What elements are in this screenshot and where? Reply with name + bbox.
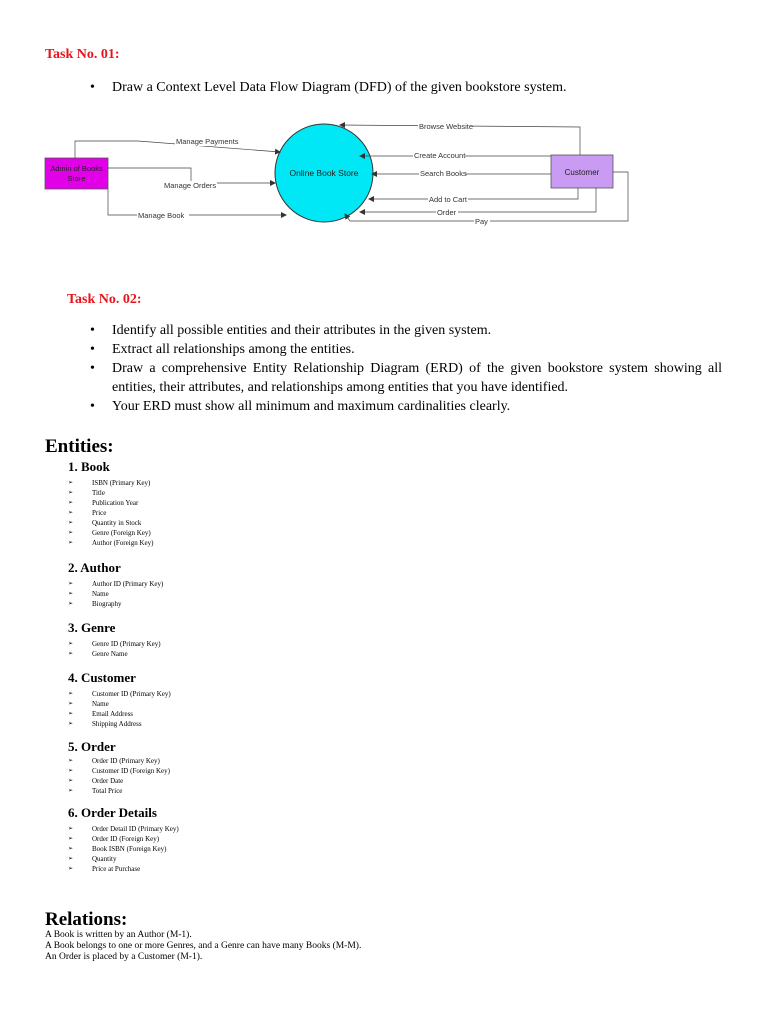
entity-customer [68,670,171,729]
entity-genre [68,620,161,659]
attribute-item: ➢ Customer ID (Primary Key) [68,689,171,699]
attribute-item: ➢ Email Address [68,709,171,719]
attribute-item: ➢ Price [68,508,153,518]
task1-bullet: • Draw a Context Level Data Flow Diagram (DFD) of the given bookstore system. [90,78,730,97]
attribute-item: ➢ Genre ID (Primary Key) [68,639,161,649]
entities-heading: Entities: [45,436,114,457]
entity-title: 2. Author [68,560,121,575]
attribute-item: ➢ Price at Purchase [68,864,179,874]
attribute-item: ➢ Quantity [68,854,179,864]
relations-heading: Relations: [45,909,128,930]
entity-author [68,560,163,609]
entity-title: 6. Order Details [68,805,157,820]
task2-bullet: • Draw a comprehensive Entity Relationship Diagram (ERD) of the given bookstore system showing all entities, their attributes, and relationships among entities that you have identified. [90,359,722,397]
attribute-item: ➢ Publication Year [68,498,153,508]
customer-entity-label: Customer [564,168,600,177]
admin-entity-label-2: Store [67,174,86,183]
pay-label: Pay [475,217,488,226]
context-dfd-diagram [0,110,768,235]
browse-website-label: Browse Website [419,122,474,131]
relation-line: A Book belongs to one or more Genres, and a Genre can have many Books (M-M). [45,941,362,951]
admin-entity-label-1: Admin of Books [50,164,103,173]
attribute-item: ➢ Order Detail ID (Primary Key) [68,824,179,834]
entity-title: 4. Customer [68,670,136,685]
manage-orders-label: Manage Orders [164,181,217,190]
attribute-item: ➢ Title [68,488,153,498]
attribute-item: ➢ Order ID (Foreign Key) [68,834,179,844]
manage-book-flow [108,189,286,215]
attribute-item: ➢ Author (Foreign Key) [68,538,153,548]
order-label: Order [437,208,457,217]
manage-book-label: Manage Book [138,211,185,220]
relation-line: An Order is placed by a Customer (M-1). [45,952,203,962]
order-flow [360,188,596,212]
attribute-item: ➢ Order Date [68,776,170,786]
attribute-item: ➢ Biography [68,599,163,609]
attribute-item: ➢ Genre (Foreign Key) [68,528,153,538]
attribute-item: ➢ ISBN (Primary Key) [68,478,153,488]
entity-order [68,739,170,796]
attribute-item: ➢ Author ID (Primary Key) [68,579,163,589]
manage-payments-label: Manage Payments [176,137,239,146]
attribute-item: ➢ Customer ID (Foreign Key) [68,766,170,776]
task2-bullets [90,321,722,416]
relation-line: A Book is written by an Author (M-1). [45,930,192,940]
process-label: Online Book Store [289,168,359,178]
task2-bullet: • Identify all possible entities and their attributes in the given system. [90,321,722,340]
attribute-item: ➢ Shipping Address [68,719,171,729]
add-to-cart-label: Add to Cart [429,195,467,204]
attribute-item: ➢ Book ISBN (Foreign Key) [68,844,179,854]
task2-bullet: • Extract all relationships among the entities. [90,340,722,359]
task2-heading: Task No. 02: [67,292,142,307]
task2-bullet: • Your ERD must show all minimum and maximum cardinalities clearly. [90,397,722,416]
search-books-label: Search Books [420,169,467,178]
attribute-item: ➢ Order ID (Primary Key) [68,756,170,766]
add-to-cart-flow [369,188,578,199]
task1-heading: Task No. 01: [45,47,120,62]
entity-title: 3. Genre [68,620,116,635]
attribute-item: ➢ Name [68,699,171,709]
entity-book [68,459,153,548]
entity-title: 1. Book [68,459,110,474]
attribute-item: ➢ Quantity in Stock [68,518,153,528]
attribute-item: ➢ Total Price [68,786,170,796]
task1-bullets [90,78,730,97]
relations-list [45,930,361,963]
entity-order-details [68,805,179,874]
attribute-item: ➢ Name [68,589,163,599]
attribute-item: ➢ Genre Name [68,649,161,659]
entity-title: 5. Order [68,739,116,754]
create-account-label: Create Account [414,151,466,160]
